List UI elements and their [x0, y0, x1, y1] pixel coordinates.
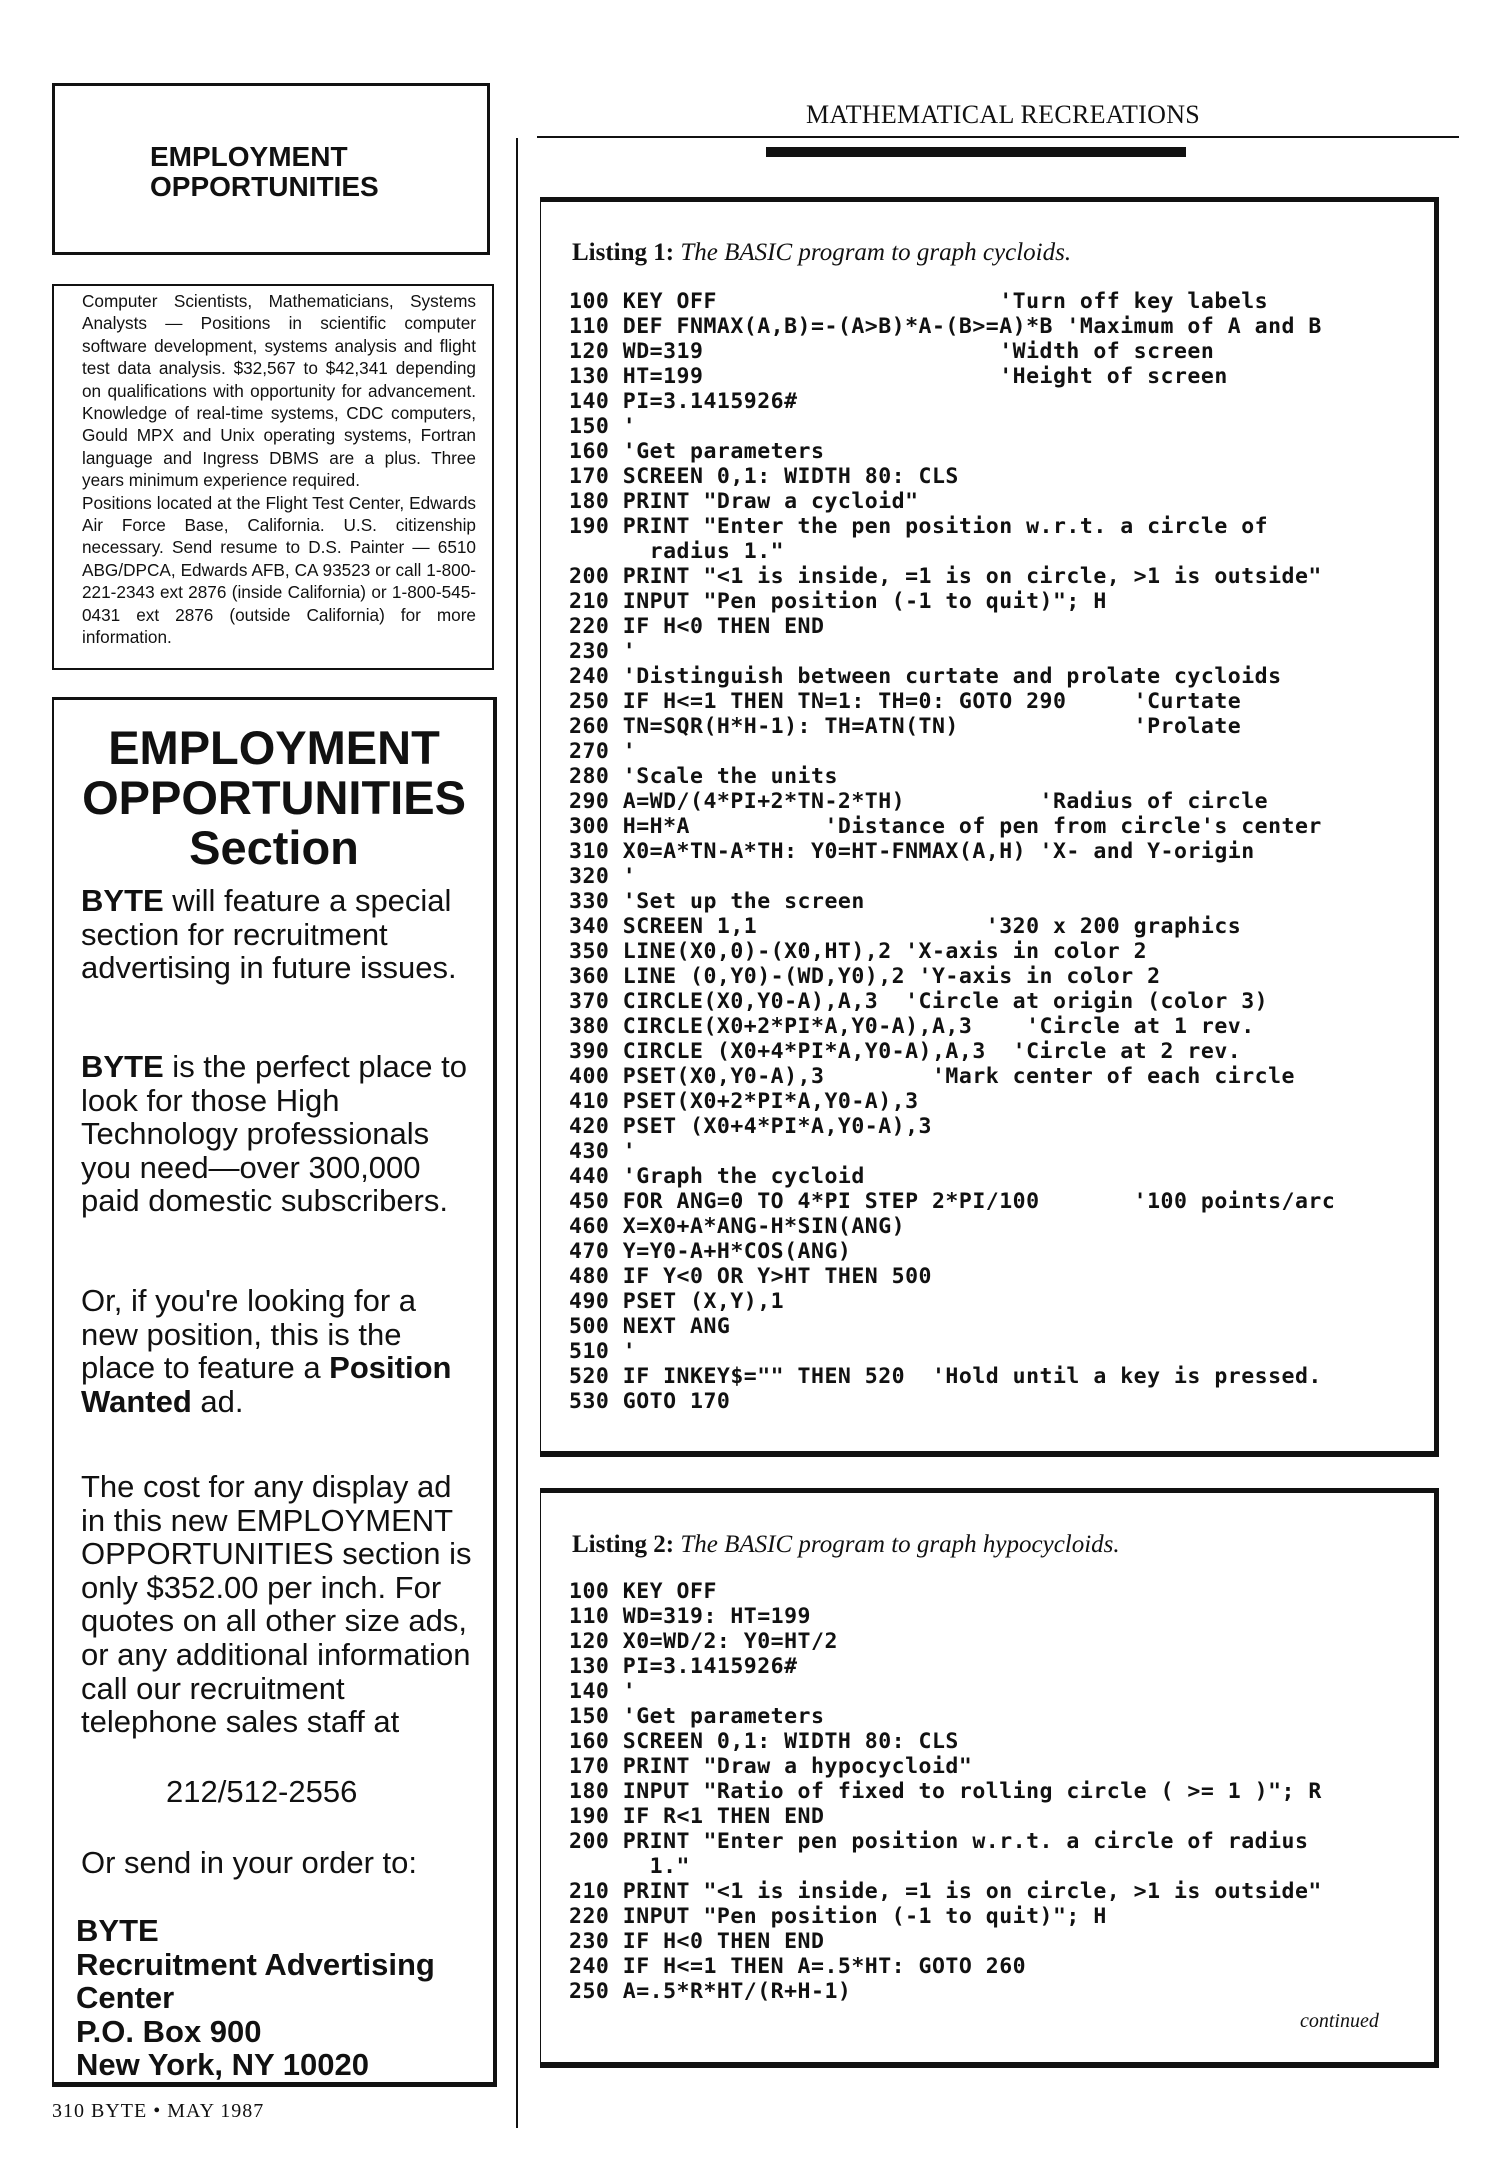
employment-section-ad	[52, 697, 497, 2087]
header-bar	[766, 147, 1186, 157]
page-footer: 310 BYTE • MAY 1987	[52, 2100, 265, 2122]
listing-1-code: 100 KEY OFF 'Turn off key labels 110 DEF FNMAX(A,B)=-(A>B)*A-(B>=A)*B 'Maximum of A and B 120 WD=319 'Width of screen 130 HT=199 'Height of screen 140 PI=3.1415926# 150 ' 160 'Get parameters 170 SCREEN 0,1: WIDTH 80: CLS 180 PRINT "Draw a cycloid" 190 PRINT "Enter the pen position w.r.t. a circle of radius 1." 200 PRINT "<1 is inside, =1 is on circle, >1 is outside" 210 INPUT "Pen position (-1 to quit)"; H 220 IF H<0 THEN END 230 ' 240 'Distinguish between curtate and prolate cycloids 250 IF H<=1 THEN TN=1: TH=0: GOTO 290 'Curtate 260 TN=SQR(H*H-1): TH=ATN(TN) 'Prolate 270 ' 280 'Scale the units 290 A=WD/(4*PI+2*TN-2*TH) 'Radius of circle 300 H=H*A 'Distance of pen from circle's center 310 X0=A*TN-A*TH: Y0=HT-FNMAX(A,H) 'X- and Y-origin 320 ' 330 'Set up the screen 340 SCREEN 1,1 '320 x 200 graphics 350 LINE(X0,0)-(X0,HT),2 'X-axis in color 2 360 LINE (0,Y0)-(WD,Y0),2 'Y-axis in color 2 370 CIRCLE(X0,Y0-A),A,3 'Circle at origin (color 3) 380 CIRCLE(X0+2*PI*A,Y0-A),A,3 'Circle at 1 rev. 390 CIRCLE (X0+4*PI*A,Y0-A),A,3 'Circle at 2 rev. 400 PSET(X0,Y0-A),3 'Mark center of each circle 410 PSET(X0+2*PI*A,Y0-A),3 420 PSET (X0+4*PI*A,Y0-A),3 430 ' 440 'Graph the cycloid 450 FOR ANG=0 TO 4*PI STEP 2*PI/100 '100 points/arc 460 X=X0+A*ANG-H*SIN(ANG) 470 Y=Y0-A+H*COS(ANG) 480 IF Y<0 OR Y>HT THEN 500 490 PSET (X,Y),1 500 NEXT ANG 510 ' 520 IF INKEY$="" THEN 520 'Hold until a key is pressed. 530 GOTO 170	[569, 289, 1336, 1414]
section-header-title: MATHEMATICAL RECREATIONS	[805, 100, 1201, 129]
employment-header-title: EMPLOYMENT OPPORTUNITIES	[150, 141, 379, 202]
listing-2-box	[540, 1488, 1439, 2068]
section-title-line-1: EMPLOYMENT	[108, 721, 440, 774]
ad-paragraph-5: Or send in your order to:	[81, 1845, 417, 1880]
ad-paragraph-4: The cost for any display ad in this new EMPLOYMENT OPPORTUNITIES section is only $352.00 per inch. For quotes on all other size ads, or any additional information call our recruitment telephone sales staff at	[81, 1469, 472, 1740]
mailing-address: BYTE Recruitment Advertising Center P.O. Box 900 New York, NY 10020	[76, 1913, 435, 2083]
ad-paragraph-2: BYTE is the perfect place to look for those High Technology professionals you need—over 300,000 paid domestic subscribers.	[81, 1049, 467, 1219]
listing-1-caption: Listing 1: The BASIC program to graph cycloids.	[572, 239, 1072, 266]
header-rule	[537, 136, 1459, 138]
column-divider	[516, 138, 518, 2128]
section-title-line-2: OPPORTUNITIES	[82, 771, 466, 824]
ad-paragraph-1: BYTE will feature a special section for recruitment advertising in future issues.	[81, 883, 457, 986]
phone-number: 212/512-2556	[166, 1774, 358, 1809]
ad-paragraph-3: Or, if you're looking for a new position, this is the place to feature a Position Wanted ad.	[81, 1283, 452, 1419]
employment-header-box	[52, 83, 490, 255]
classified-text: Computer Scientists, Mathematicians, Systems Analysts — Positions in scientific computer software development, systems analysis and flight test data analysis. $32,567 to $42,341 depending on qualifications with opportunity for advancement. Knowledge of real-time systems, CDC computers, Gould MPX and Unix operating systems, Fortran language and Ingress DBMS are a plus. Three years minimum experience required.	[82, 291, 476, 491]
listing-1-box	[540, 197, 1439, 1457]
listing-2-caption: Listing 2: The BASIC program to graph hypocycloids.	[572, 1531, 1120, 1558]
classified-text-2: Positions located at the Flight Test Center, Edwards Air Force Base, California. U.S. citizenship necessary. Send resume to D.S. Painter — 6510 ABG/DPCA, Edwards AFB, CA 93523 or call 1-800-221-2343 ext 2876 (inside California) or 1-800-545-0431 ext 2876 (outside California) for more information.	[82, 492, 476, 648]
listing-2-code: 100 KEY OFF 110 WD=319: HT=199 120 X0=WD/2: Y0=HT/2 130 PI=3.1415926# 140 ' 150 'Get parameters 160 SCREEN 0,1: WIDTH 80: CLS 170 PRINT "Draw a hypocycloid" 180 INPUT "Ratio of fixed to rolling circle ( >= 1 )"; R 190 IF R<1 THEN END 200 PRINT "Enter pen position w.r.t. a circle of radius 1." 210 PRINT "<1 is inside, =1 is on circle, >1 is outside" 220 INPUT "Pen position (-1 to quit)"; H 230 IF H<0 THEN END 240 IF H<=1 THEN A=.5*HT: GOTO 260 250 A=.5*R*HT/(R+H-1)	[569, 1579, 1322, 2004]
classified-ad	[52, 284, 494, 670]
section-title-line-3: Section	[189, 821, 359, 874]
continued-label: continued	[1300, 2010, 1379, 2032]
